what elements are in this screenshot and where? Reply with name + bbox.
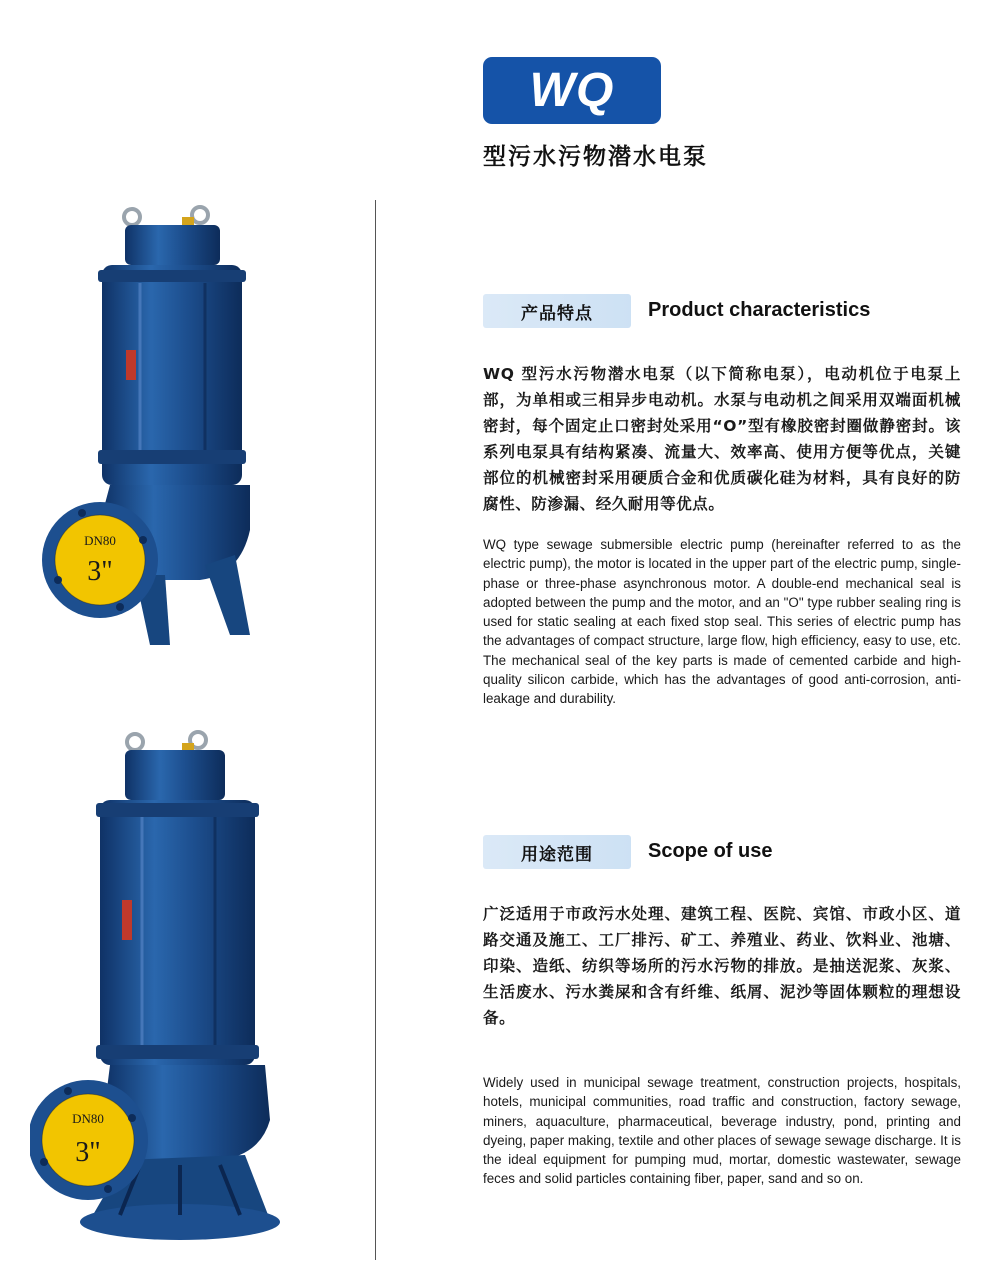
product-title: 型污水污物潜水电泵	[483, 144, 708, 170]
scope-body-en: Widely used in municipal sewage treatment, construction projects, hospitals, hotels, municipal communities, road traffic and construction, factory sewage, miners, aquaculture, pharmaceutical, beverage industry, pond, printing and dyeing, paper making, textile and other places of sewage sewage discharge. It is the ideal equipment for pumping mud, mortar, domestic wastewater, sewage feces and solid particles containing fiber, paper, sand and so on.	[483, 1075, 961, 1187]
section-tag-scope	[483, 835, 631, 869]
wq-logo-badge	[483, 57, 661, 124]
section-title-scope: Scope of use	[648, 840, 773, 862]
flange-size-top: 3"	[87, 556, 113, 587]
section-tag-scope-label: 用途范围	[521, 844, 593, 865]
pump-image-bottom	[30, 725, 320, 1245]
scope-body-cn: 广泛适用于市政污水处理、建筑工程、医院、宾馆、市政小区、道路交通及施工、工厂排污、矿工、养殖业、药业、饮料业、池塘、印染、造纸、纺织等场所的污水污物的排放。是抽送泥浆、灰浆、生活废水、污水粪屎和含有纤维、纸屑、泥沙等固体颗粒的理想设备。	[483, 905, 961, 1027]
logo-text: WQ	[529, 64, 615, 117]
section-tag-characteristics	[483, 294, 631, 328]
characteristics-body-cn: WQ 型污水污物潜水电泵（以下简称电泵），电动机位于电泵上部，为单相或三相异步电动机。水泵与电动机之间采用双端面机械密封，每个固定止口密封处采用“O”型有橡胶密封圈做静密封。该系列电泵具有结构紧凑、流量大、效率高、使用方便等优点，关键部位的机械密封采用硬质合金和优质碳化硅为材料，具有良好的防腐性、防渗漏、经久耐用等优点。	[483, 365, 961, 513]
column-divider	[375, 200, 376, 1260]
flange-label-bottom: DN80	[72, 1111, 104, 1126]
section-tag-characteristics-label: 产品特点	[521, 303, 593, 324]
flange-size-bottom: 3"	[75, 1137, 101, 1168]
characteristics-body-en: WQ type sewage submersible electric pump (hereinafter referred to as the electric pump), the motor is located in the upper part of the electric pump, single-phase or three-phase asynchronous motor. A double-end mechanical seal is adopted between the pump and the motor, and an "O" type rubber sealing ring is used for static sealing at each fixed stop seal. This series of electric pump has the advantages of compact structure, large flow, high efficiency, easy to use, etc. The mechanical seal of the key parts is made of cemented carbide and high-quality silicon carbide, which has the advantages of good anti-corrosion, anti-leakage and durability.	[483, 537, 961, 707]
section-title-characteristics: Product characteristics	[648, 299, 871, 321]
pump-image-top	[40, 195, 320, 665]
flange-label-top: DN80	[84, 533, 116, 548]
